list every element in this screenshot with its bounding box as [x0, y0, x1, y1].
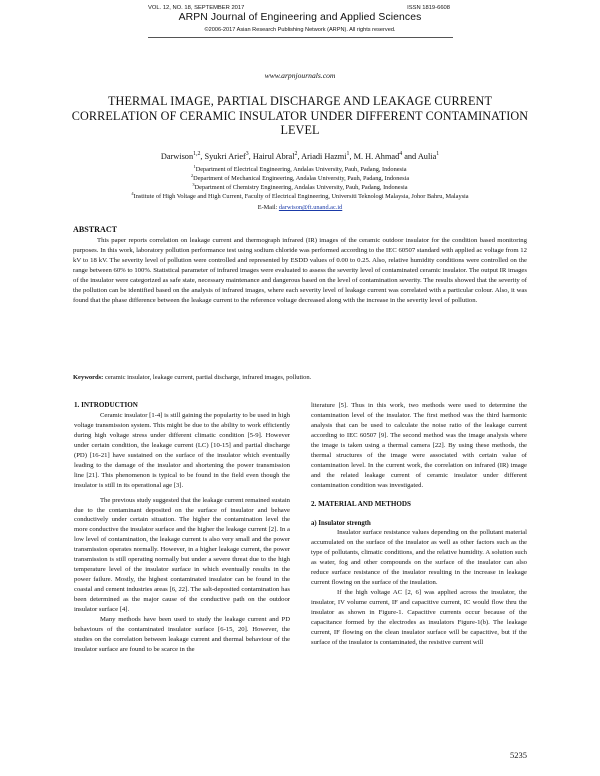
author-name: Ariadi Hazmi — [301, 152, 347, 161]
affiliation-mark: 3 — [192, 181, 195, 187]
author-list: Darwison$^{1,2}$, Syukri Arief$^3$, Hairul Abral$^2$, Ariadi Hazmi$^1$, M. H. Ahmad$^4$ and Aulia$^1$ — [160, 151, 440, 161]
affiliation-line — [40, 181, 560, 192]
affiliation-text: Department of Chemistry Engineering, Andalas University, Pauh, Padang, Indonesia — [194, 184, 408, 191]
email-line — [0, 204, 600, 211]
paragraph: The previous study suggested that the leakage current remained sustain due to the contaminant deposited on the surface of insulator and behave conductively under certain situation. The higher the contamination level the more conductive the insulator surface and the higher the leakage current [2]. In a low level of contamination, the leakage current is also very small and the power transmission operates normally. However, in a higher leakage current, the power transmission is still operating normally but under a severe threat due to the high temperature level of the insulator surface in which eventually results in the power failure. Mostly, the highest contaminated insulator can be found in the coastal and cement industries areas [6, 22]. The salt-deposited contamination has been determined as the major cause of the conductive path on the outdoor insulator surface [4]. — [74, 496, 290, 614]
author-name: Syukri Arief — [204, 152, 246, 161]
header-divider — [148, 37, 453, 38]
issn: ISSN 1819-6608 — [407, 5, 450, 11]
author-affiliation-mark: 1,2 — [193, 151, 201, 158]
affiliation-mark: 4 — [131, 190, 134, 196]
journal-name: ARPN Journal of Engineering and Applied Sciences — [178, 12, 422, 23]
affiliation-mark: 2 — [190, 172, 194, 178]
author-affiliation-mark: 4 — [399, 151, 403, 158]
author-name: Hairul Abral — [252, 152, 295, 161]
section-heading-introduction: 1. INTRODUCTION — [74, 401, 138, 409]
copyright: ©2006-2017 Asian Research Publishing Network (ARPN). All rights reserved. — [204, 27, 396, 33]
subsection-heading-insulator-strength: a) Insulator strength — [311, 519, 371, 527]
keywords — [73, 374, 527, 381]
journal-url: www.arpnjournals.com — [264, 71, 336, 80]
right-column — [311, 401, 527, 648]
paragraph: Ceramic insulator [1-4] is still gaining the popularity to be used in high voltage transmission system. This might be due to the ability to work efficiently during high voltage stress under different climatic condition [5-9]. However under certain condition, the leakage current (LC) [10-15] and partial discharge (PD) [16-21] have sustained on the surface of the insulator which eventually leading to the damage of the insulator and shortening the power transmission line [21]. This phenomenon is typical to be found in the field even though the insulator is still in its operational age [3]. — [74, 411, 290, 489]
paragraph: Insulator surface resistance values depending on the pollutant material accumulated on the surface of the insulator as well as other factors such as the type of pollutants, climatic conditions, and the relative humidity. A solution such as water, fog and other compounds on the surface of the insulator can also reduce surface resistance of the insulator resulting in the increase in leakage current flowing on the surface of the insulation. — [311, 529, 527, 587]
paragraph: Many methods have been used to study the leakage current and PD behaviours of the contaminated insulator surface [6-15, 20]. However, the studies on the correlation between leakage current and thermal behaviour of the insulator surface are found to be scarce in the — [74, 616, 290, 653]
section-heading-material-methods: 2. MATERIAL AND METHODS — [311, 499, 411, 508]
author-affiliation-mark: 3 — [245, 151, 249, 158]
volume-info: VOL. 12, NO. 18, SEPTEMBER 2017 — [148, 5, 245, 11]
affiliation-line — [40, 172, 560, 183]
page-number: 5235 — [510, 750, 527, 760]
affiliation-line — [40, 190, 560, 201]
affiliation-text: Department of Mechanical Engineering, Andalas University, Pauh, Padang, Indonesia — [193, 175, 410, 182]
paper-title: THERMAL IMAGE, PARTIAL DISCHARGE AND LEAKAGE CURRENT CORRELATION OF CERAMIC INSULATOR UNDER DIFFERENT CONTAMINATION LEVEL — [71, 94, 529, 138]
paragraph: literature [5]. Thus in this work, two methods were used to determine the contamination level of the insulator. The first method was the third harmonic analysis that can be used to calculate the noise ratio of the leakage current according to IEC 60507 [9]. The second method was the image analysis where the image is taken using a thermal camera [22]. By using these methods, the thermal structures of the image were associated with certain value of contamination level. In the current work, the correlation on infrared (IR) image and the related leakage current of ceramic insulator under different contamination condition was investigated. — [311, 402, 527, 489]
affiliation-line — [40, 163, 560, 174]
abstract-heading: ABSTRACT — [73, 225, 118, 234]
keywords-label: Keywords: — [73, 374, 104, 381]
paragraph: If the high voltage AC [2, 6] was applied across the insulator, the insulator, IV volume current, IF and capacitive current, IC would flow thru the insulator as shown in Figure-1. Capacitive currents occur because of the capacitance formed by the electrodes as insulators Figure-1(b). The leakage current, IF flowing on the clean insulator surface will be capacitive, but if the surface of the insulator is contaminated, the resistive current will — [311, 589, 527, 646]
author-name: Aulia — [417, 152, 437, 161]
affiliation-text: Department of Electrical Engineering, Andalas University, Pauh, Padang, Indonesia — [195, 166, 407, 173]
affiliation-mark: 1 — [193, 163, 196, 169]
email-label: E-Mail: — [257, 204, 279, 211]
keywords-text: ceramic insulator, leakage current, partial discharge, infrared images, pollution. — [104, 374, 312, 381]
left-column — [74, 401, 290, 655]
author-name: Darwison — [160, 152, 194, 161]
abstract-text: This paper reports correlation on leakage current and thermograph infrared (IR) images of the ceramic outdoor insulator for the condition based monitoring purposes. In this work, laboratory pollution performance test using sodium chloride was performed according to the IEC 60507 standard with applied ac voltage from 12 kV to 18 kV. The severity level of pollution were controlled and represented by ESDD values of 0.00 to 0.25. Also, relative humidity conditions were controlled on the range between 60% to 100%. Statistical parameter of infrared images were evaluated to assess the severity level of contaminated ceramic insulator. The output IR images of the insulator were categorized as safe state, necessary maintenance and dangerous based on the level of contamination severity. The results showed that the severity of the pollution can be identified based on the analysis of infrared images, where each severity level of leakage current was correlated with a particular colour. Also, it was found that the phase difference between the leakage current to the reference voltage decreased along with the increase in the severity level of pollution. — [73, 237, 527, 304]
author-name: M. H. Ahmad — [353, 152, 400, 161]
affiliation-text: Institute of High Voltage and High Current, Faculty of Electrical Engineering, Universiti Teknologi Malaysia, Johor Bahru, Malaysia — [133, 193, 469, 200]
author-affiliation-mark: 2 — [294, 151, 298, 158]
email-link[interactable]: darwison@ft.unand.ac.id — [278, 204, 343, 211]
author-affiliation-mark: 1 — [436, 151, 440, 158]
author-affiliation-mark: 1 — [346, 151, 350, 158]
